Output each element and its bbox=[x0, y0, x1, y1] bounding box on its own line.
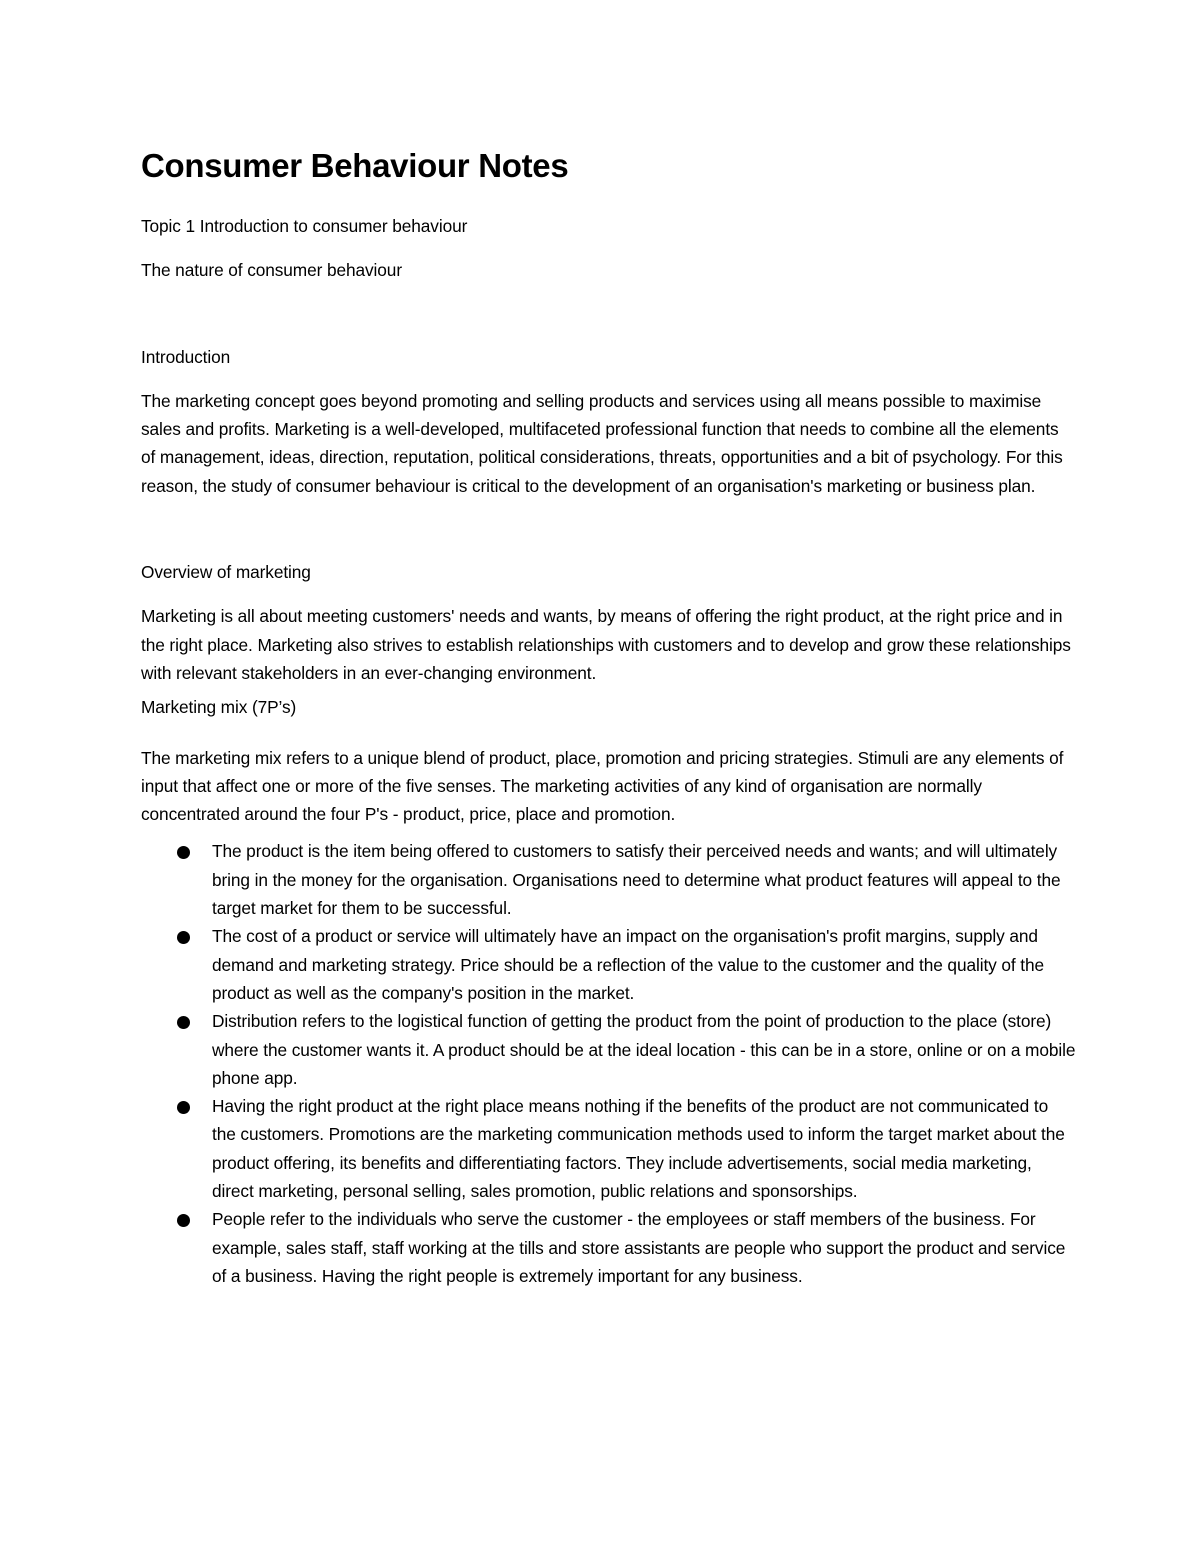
bullet-icon bbox=[177, 931, 190, 944]
document-title: Consumer Behaviour Notes bbox=[141, 147, 569, 184]
section-subtitle: The nature of consumer behaviour bbox=[141, 260, 402, 281]
list-item-text: The product is the item being offered to customers to satisfy their perceived needs and wants; and will ultimately bring in the money for the organisation. Organisations need to determine what product features will appeal to the target market for them to be successful. bbox=[212, 841, 1061, 919]
list-item-text: Distribution refers to the logistical function of getting the product from the point of production to the place (store) where the customer wants it. A product should be at the ideal location - this can be in a store, online or on a mobile phone app. bbox=[212, 1011, 1076, 1088]
list-item bbox=[141, 837, 1076, 922]
topic-heading: Topic 1 Introduction to consumer behaviour bbox=[141, 216, 468, 236]
document-content bbox=[141, 140, 1076, 1290]
list-item-text: Having the right product at the right place means nothing if the benefits of the product are not communicated to the customers. Promotions are the marketing communication methods used to inform the target market about the product offering, its benefits and differentiating factors. They include advertisements, social media marketing, direct marketing, personal selling, sales promotion, public relations and sponsorships. bbox=[212, 1096, 1065, 1202]
list-item bbox=[141, 922, 1076, 1007]
list-item-text: People refer to the individuals who serve the customer - the employees or staff members of the business. For example, sales staff, staff working at the tills and store assistants are people who support the product and service of a business. Having the right people is extremely important for any business. bbox=[212, 1209, 1066, 1286]
introduction-heading: Introduction bbox=[141, 346, 231, 367]
bullet-icon bbox=[177, 846, 190, 859]
overview-heading: Overview of marketing bbox=[141, 562, 311, 583]
marketing-mix-paragraph: The marketing mix refers to a unique blend of product, place, promotion and pricing strategies. Stimuli are any elements of input that affect one or more of the five senses. The marketing activities of any kind of organisation are normally concentrated around the four P's - product, price, place and promotion. bbox=[141, 747, 1064, 825]
marketing-mix-heading: Marketing mix (7P’s) bbox=[141, 697, 297, 718]
list-item-text: The cost of a product or service will ultimately have an impact on the organisation's profit margins, supply and demand and marketing strategy. Price should be a reflection of the value to the customer and the quality of the product as well as the company's position in the market. bbox=[212, 926, 1045, 1003]
list-item bbox=[141, 1205, 1076, 1290]
introduction-paragraph: The marketing concept goes beyond promoting and selling products and services using all means possible to maximise sales and profits. Marketing is a well-developed, multifaceted professional function that needs to combine all the elements of management, ideas, direction, reputation, political considerations, threats, opportunities and a bit of psychology. For this reason, the study of consumer behaviour is critical to the development of an organisation's marketing or business plan. bbox=[141, 390, 1063, 496]
overview-paragraph: Marketing is all about meeting customers' needs and wants, by means of offering the right product, at the right price and in the right place. Marketing also strives to establish relationships with customers and to develop and grow these relationships with relevant stakeholders in an ever-changing environment. bbox=[141, 606, 1071, 683]
marketing-mix-list bbox=[141, 837, 1076, 1290]
bullet-icon bbox=[177, 1101, 190, 1114]
list-item bbox=[141, 1007, 1076, 1092]
bullet-icon bbox=[177, 1214, 190, 1227]
list-item bbox=[141, 1092, 1076, 1205]
bullet-icon bbox=[177, 1016, 190, 1029]
